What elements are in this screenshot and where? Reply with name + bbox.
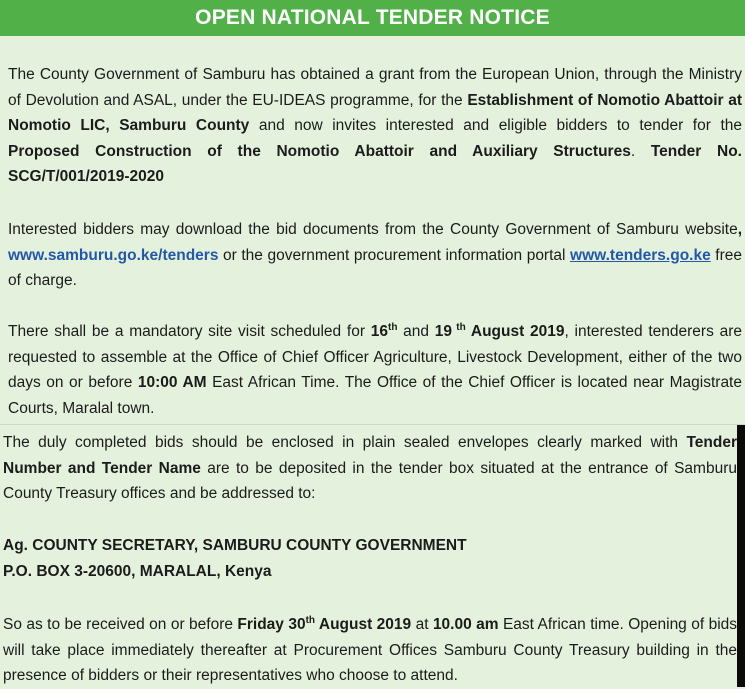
intro-text-1: The County Government of Samburu has obtained a grant from the European Union, through the Ministry of Devolution and ASAL, under the EU-IDEAS programme, for the xyxy=(8,66,742,109)
download-comma: , xyxy=(737,221,742,238)
notice-title-banner xyxy=(0,0,745,36)
deadline-date: Friday 30th August 2019 xyxy=(237,614,412,633)
tender-number: Tender No. SCG/T/001/2019-2020 xyxy=(8,142,742,185)
site-visit-date-2: 19 $^{th}$ August 2019 xyxy=(434,321,565,340)
download-text-2: or the government procurement information portal xyxy=(218,246,571,264)
download-text-1: Interested bidders may download the bid documents from the County Government of Samburu website xyxy=(8,221,738,238)
intro-text-3: . xyxy=(630,142,651,160)
envelope-marking: Tender Number and Tender Name xyxy=(3,434,737,477)
submission-text-2: are to be deposited in the tender box situated at the entrance of Samburu County Treasury offices and be addressed to: xyxy=(3,459,737,502)
samburu-tenders-link[interactable]: www.samburu.go.ke/tenders xyxy=(8,246,219,264)
address-line-2: P.O. BOX 3-20600, MARALAL, Kenya xyxy=(3,562,272,580)
site-visit-text-2: and xyxy=(397,323,435,340)
site-visit-time: 10:00 AM xyxy=(137,374,207,391)
site-visit-text-4: East African Time. The Office of the Chief Officer is located near Magistrate Courts, Maralal town. xyxy=(8,374,742,417)
download-paragraph xyxy=(8,217,742,294)
section-divider xyxy=(0,424,745,425)
notice-title: OPEN NATIONAL TENDER NOTICE xyxy=(195,6,550,29)
project-name: Establishment of Nomotio Abattoir at Nomotio LIC, Samburu County xyxy=(8,91,742,134)
page-edge-border xyxy=(737,425,745,687)
site-visit-date-1: 16th xyxy=(370,321,398,340)
site-visit-paragraph xyxy=(8,319,742,421)
deadline-paragraph xyxy=(3,612,737,689)
address-block xyxy=(3,533,737,584)
deadline-text-3: East African time. Opening of bids will take place immediately thereafter at Procurement Offices Samburu County Treasury building in the presence of bidders or their representatives who choose to attend. xyxy=(3,616,738,684)
submission-text-1: The duly completed bids should be enclosed in plain sealed envelopes clearly marked with xyxy=(3,434,687,451)
address-line-1: Ag. COUNTY SECRETARY, SAMBURU COUNTY GOVERNMENT xyxy=(3,537,467,554)
intro-text-2: and now invites interested and eligible bidders to tender for the xyxy=(249,117,742,134)
intro-paragraph xyxy=(8,62,742,190)
site-visit-text-1: There shall be a mandatory site visit scheduled for xyxy=(8,323,371,340)
site-visit-text-3: , interested tenderers are requested to assemble at the Office of Chief Officer Agriculture, Livestock Development, either of the two days on or before xyxy=(8,323,742,391)
tender-title: Proposed Construction of the Nomotio Abattoir and Auxiliary Structures xyxy=(8,142,631,160)
deadline-text-1: So as to be received on or before xyxy=(3,616,238,633)
deadline-text-2: at xyxy=(411,616,433,633)
tenders-portal-link[interactable]: www.tenders.go.ke xyxy=(570,246,711,264)
deadline-time: 10.00 am xyxy=(432,616,499,633)
download-text-3: free of charge. xyxy=(8,246,742,289)
submission-paragraph xyxy=(3,430,737,507)
